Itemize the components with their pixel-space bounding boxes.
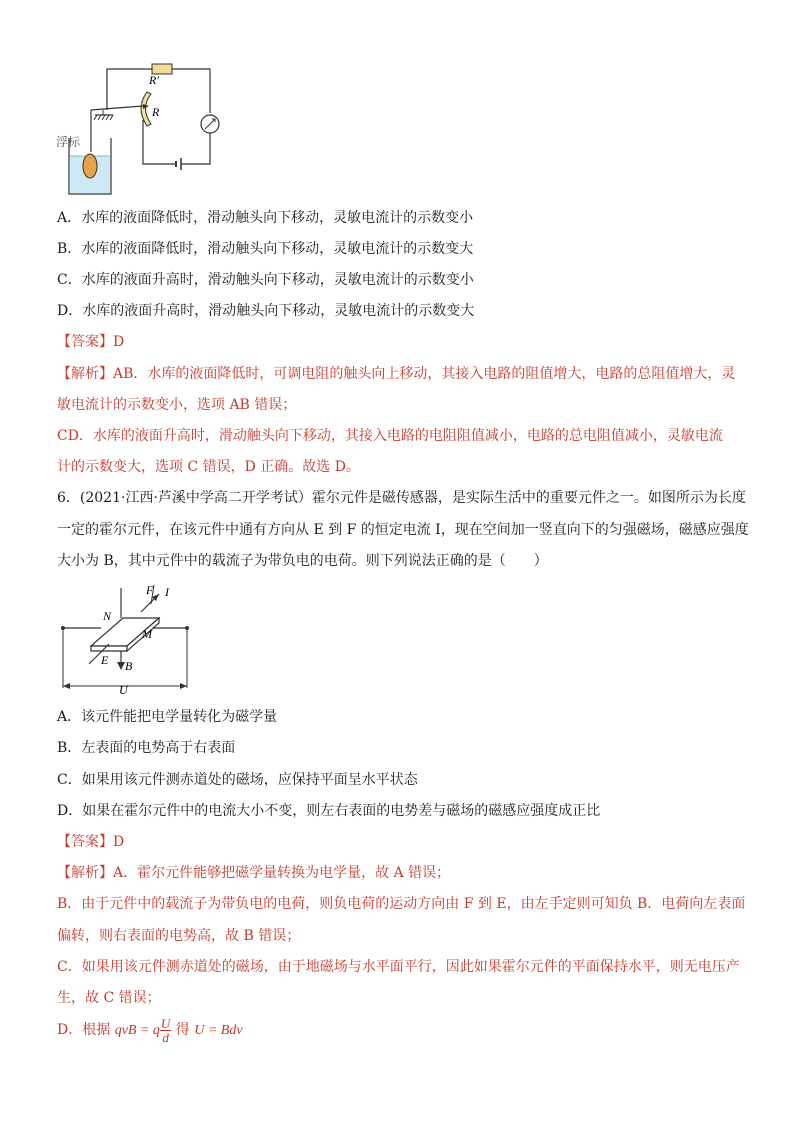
q6-option-b: B．左表面的电势高于右表面 xyxy=(57,740,236,756)
q5-analysis-line-4: 计的示数变大，选项 C 错误，D 正确。故选 D。 xyxy=(57,459,360,475)
answer-tag: 【答案】 xyxy=(57,834,113,850)
fraction-denominator: d xyxy=(162,1029,169,1045)
analysis-text: A．霍尔元件能够把磁学量转换为电学量，故 A 错误； xyxy=(113,865,451,881)
q5-answer xyxy=(57,332,124,352)
answer-value: D xyxy=(113,334,125,350)
q5-analysis-line-2: 敏电流计的示数变小，选项 AB 错误； xyxy=(57,397,297,413)
formula-right: U = Bdv xyxy=(194,1023,243,1038)
q5-option-a: A．水库的液面降低时，滑动触头向下移动，灵敏电流计的示数变小 xyxy=(57,210,474,226)
analysis-tag: 【解析】 xyxy=(57,865,113,881)
q6-analysis-formula xyxy=(57,1016,243,1045)
analysis-text: AB．水库的液面降低时，可调电阻的触头向上移动，其接入电路的阻值增大，电路的总阻值增大，灵 xyxy=(113,366,736,382)
q6-analysis-line-3: 偏转，则右表面的电势高，故 B 错误； xyxy=(57,928,301,944)
q6-option-a: A．该元件能把电学量转化为磁学量 xyxy=(57,709,278,725)
answer-tag: 【答案】 xyxy=(57,334,113,350)
formula-fraction xyxy=(160,1017,171,1044)
analysis-tag: 【解析】 xyxy=(57,366,113,382)
q6-answer xyxy=(57,832,124,852)
q6-stem-line-1: 6．(2021·江西·芦溪中学高二开学考试）霍尔元件是磁传感器，是实际生活中的重要元件之一。如图所示为长度 xyxy=(57,490,746,506)
label-r: R xyxy=(152,105,160,119)
q6-analysis-line-2: B．由于元件中的载流子为带负电的电荷，则负电荷的运动方向由 F 到 E，由左手定则可知负 B．电荷向左表面 xyxy=(57,896,746,912)
q6-analysis-line-4: C．如果用该元件测赤道处的磁场，由于地磁场与水平面平行，因此如果霍尔元件的平面保持水平，则无电压产 xyxy=(57,959,740,975)
label-i: I xyxy=(165,585,169,599)
q5-option-d: D．水库的液面升高时，滑动触头向下移动，灵敏电流计的示数变大 xyxy=(57,303,475,319)
formula-prefix: D．根据 xyxy=(57,1022,115,1038)
label-float: 浮标 xyxy=(56,135,81,149)
label-u: U xyxy=(119,683,128,697)
q6-option-c: C．如果用该元件测赤道处的磁场，应保持平面呈水平状态 xyxy=(57,772,418,788)
formula-left: qvB = q xyxy=(114,1023,160,1038)
answer-value: D xyxy=(113,834,125,850)
fraction-numerator: U xyxy=(160,1015,171,1031)
hall-element-diagram xyxy=(55,578,205,698)
q6-stem-line-2: 一定的霍尔元件，在该元件中通有方向从 E 到 F 的恒定电流 I，现在空间加一竖直向下的匀强磁场，磁感应强度 xyxy=(57,522,749,538)
q6-option-d: D．如果在霍尔元件中的电流大小不变，则左右表面的电势差与磁场的磁感应强度成正比 xyxy=(57,803,601,819)
label-r-prime: R′ xyxy=(149,73,159,87)
label-m: M xyxy=(142,627,152,641)
q5-option-b: B．水库的液面降低时，滑动触头向下移动，灵敏电流计的示数变大 xyxy=(57,241,474,257)
label-f: F xyxy=(146,583,154,597)
q5-analysis-line-1 xyxy=(57,364,735,384)
q5-analysis-line-3: CD．水库的液面升高时，滑动触头向下移动，其接入电路的电阻阻值减小，电路的总电阻值减小，灵敏电流 xyxy=(57,428,723,444)
formula-mid: 得 xyxy=(171,1022,195,1038)
q6-analysis-line-5: 生，故 C 错误； xyxy=(57,990,161,1006)
float-icon xyxy=(83,154,97,178)
label-e: E xyxy=(101,653,109,667)
q5-option-c: C．水库的液面升高时，滑动触头向下移动，灵敏电流计的示数变小 xyxy=(57,272,474,288)
label-n: N xyxy=(103,609,112,623)
label-b: B xyxy=(125,659,133,673)
float-circuit-diagram xyxy=(55,58,225,198)
q6-analysis-line-1 xyxy=(57,863,450,883)
q6-stem-line-3: 大小为 B，其中元件中的载流子为带负电的电荷。则下列说法正确的是（ ） xyxy=(57,553,548,569)
